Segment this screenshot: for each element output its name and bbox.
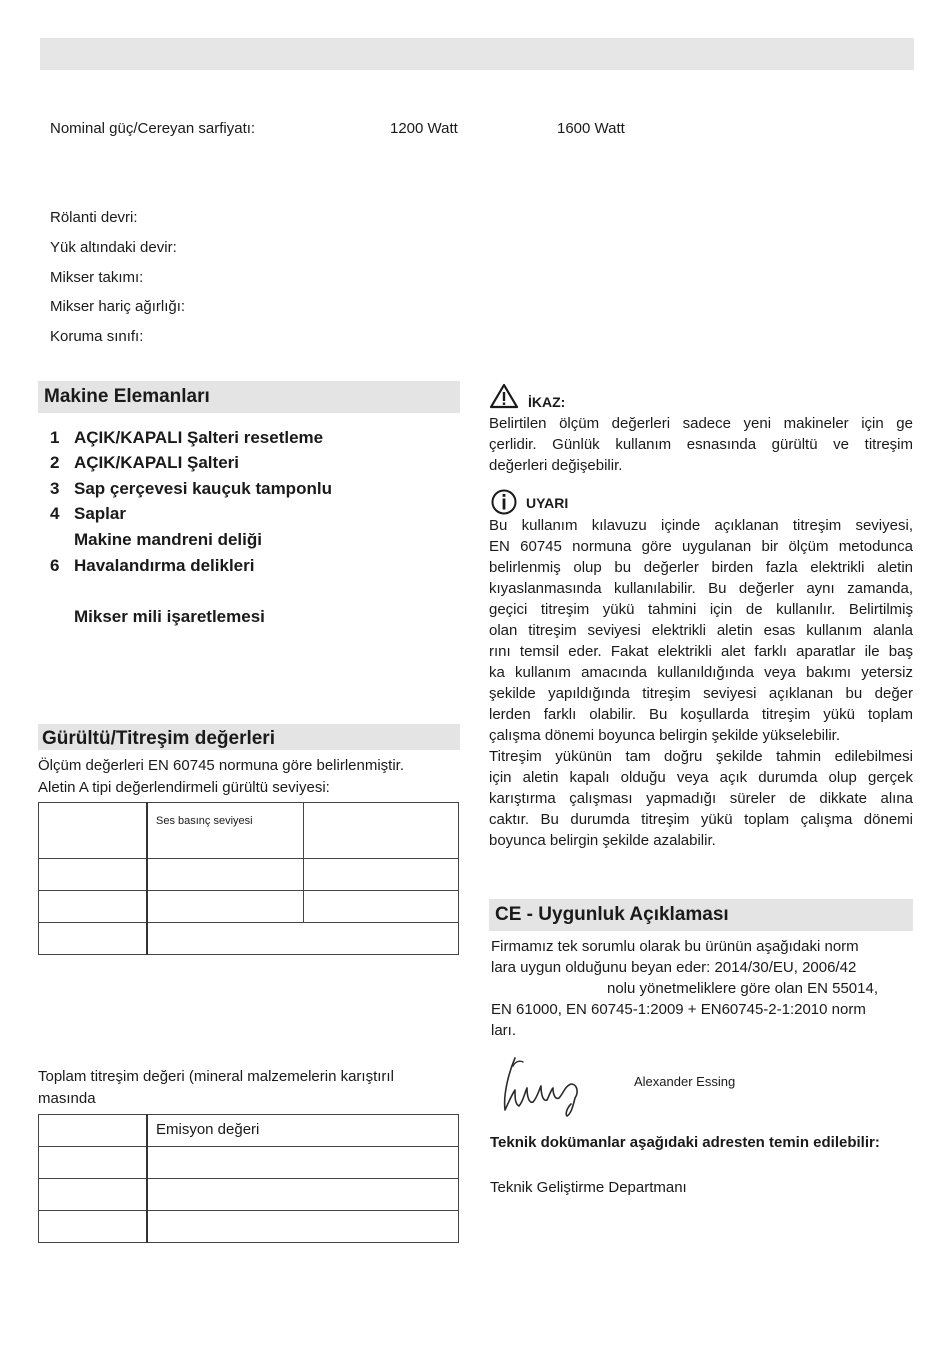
noise-line-1: Ölçüm değerleri EN 60745 normuna göre belirlenmiştir. (38, 757, 405, 774)
power-label: Nominal güç/Cereyan sarfiyatı: (50, 120, 256, 137)
table-cell (39, 1115, 148, 1147)
vibration-text-2: masında (38, 1090, 96, 1107)
power-value-2: 1600 Watt (557, 120, 625, 137)
table-cell (39, 803, 148, 859)
ce-text: Firmamız tek sorumlu olarak bu ürünün aşağıdaki norm lara uygun olduğunu beyan eder: 2014/30/EU, 2006/42 nolu yönetmeliklere göre olan EN 55014, EN 61000, EN 60745-1:2009 + EN60745-2-1:2010 norm ları. (491, 938, 879, 1039)
warning-triangle-icon (489, 383, 519, 409)
table-cell (39, 891, 148, 923)
weight-label: Mikser hariç ağırlığı: (50, 298, 186, 315)
emission-table (38, 1114, 459, 1243)
notice-title: UYARI (526, 495, 569, 511)
notice-text: Bu kullanım kılavuzu içinde açıklanan titreşim seviyesi, EN 60745 normuna göre uygulanan bir ölçüm metodunca belirlenmiş olup bu değerler birden fazla elektrikli aletin kıyaslanmasında kullanılabilir. Bu değerler aynı zamanda, geçici titreşim yükü tahmini için de kullanılır. Belirtilmiş olan titreşim seviyesi elektrikli aletin esas kullanım alanla rını temsil eder. Fakat elektrikli alet farklı aparatlar ile baş ka kullanım amacında kullanıldığında veya bakımı yetersiz şekilde yapıldığında titreşim seviyesi açıklanan bu değer lerden farklı olabilir. Bu koşullarda titreşim yükü toplam çalışma dönemi boyunca belirgin şekilde yükselebilir. Titreşim yükünün tam doğru şekilde tahmin edilebilmesi için aletin kapalı olduğu veya açık durumda olup gerçek karıştırma çalışması yapmadığı süreler de dikkate alına caktır. Bu durumda titreşim yükü toplam çalışma dönemi boyunca belirgin şekilde azalabilir. (489, 517, 913, 849)
info-circle-icon (490, 488, 518, 516)
emission-header: Emisyon değeri (147, 1115, 459, 1147)
warning-text: Belirtilen ölçüm değerleri sadece yeni makineler için ge çerlidir. Günlük kullanım esnasında gürültü ve titreşim değerleri değişebilir. (489, 415, 913, 474)
warning-title: İKAZ: (528, 394, 566, 410)
table-cell (39, 923, 148, 955)
noise-line-2: Aletin A tipi değerlendirmeli gürültü seviyesi: (38, 779, 330, 796)
noise-table (38, 802, 459, 955)
table-cell (39, 1179, 148, 1211)
load-speed-label: Yük altındaki devir: (50, 239, 177, 256)
ce-heading: CE - Uygunluk Açıklaması (489, 899, 913, 931)
department-name: Teknik Geliştirme Departmanı (490, 1179, 687, 1196)
table-cell (304, 891, 459, 923)
table-cell (39, 1211, 148, 1243)
component-item: 6 Havalandırma delikleri (50, 556, 255, 575)
table-cell (39, 859, 148, 891)
components-heading: Makine Elemanları (38, 381, 460, 413)
idle-speed-label: Rölanti devri: (50, 209, 138, 226)
table-cell (147, 1211, 459, 1243)
signature (495, 1050, 595, 1120)
component-item: 1 AÇIK/KAPALI Şalteri resetleme (50, 428, 324, 447)
tech-docs-label: Teknik dokümanlar aşağıdaki adresten temin edilebilir: (490, 1134, 880, 1151)
table-cell (147, 1147, 459, 1179)
header-bar (40, 38, 914, 70)
table-cell (39, 1147, 148, 1179)
mixer-set-label: Mikser takımı: (50, 269, 144, 286)
noise-heading: Gürültü/Titreşim değerleri (38, 724, 460, 750)
table-cell (147, 923, 459, 955)
protection-class-label: Koruma sınıfı: (50, 328, 144, 345)
component-item: 4 Saplar (50, 504, 126, 523)
component-item: 2 AÇIK/KAPALI Şalteri (50, 453, 239, 472)
signatory-name: Alexander Essing (634, 1074, 736, 1089)
table-cell (147, 859, 304, 891)
sound-pressure-header: Ses basınç seviyesi (147, 803, 304, 859)
power-value-1: 1200 Watt (390, 120, 458, 137)
table-cell (304, 803, 459, 859)
table-cell (147, 891, 304, 923)
component-item: Mikser mili işaretlemesi (74, 607, 265, 626)
component-item: Makine mandreni deliği (74, 530, 262, 549)
component-item: 3 Sap çerçevesi kauçuk tamponlu (50, 479, 332, 498)
table-cell (304, 859, 459, 891)
vibration-text-1: Toplam titreşim değeri (mineral malzemelerin karıştırıl (38, 1068, 394, 1085)
table-cell (147, 1179, 459, 1211)
